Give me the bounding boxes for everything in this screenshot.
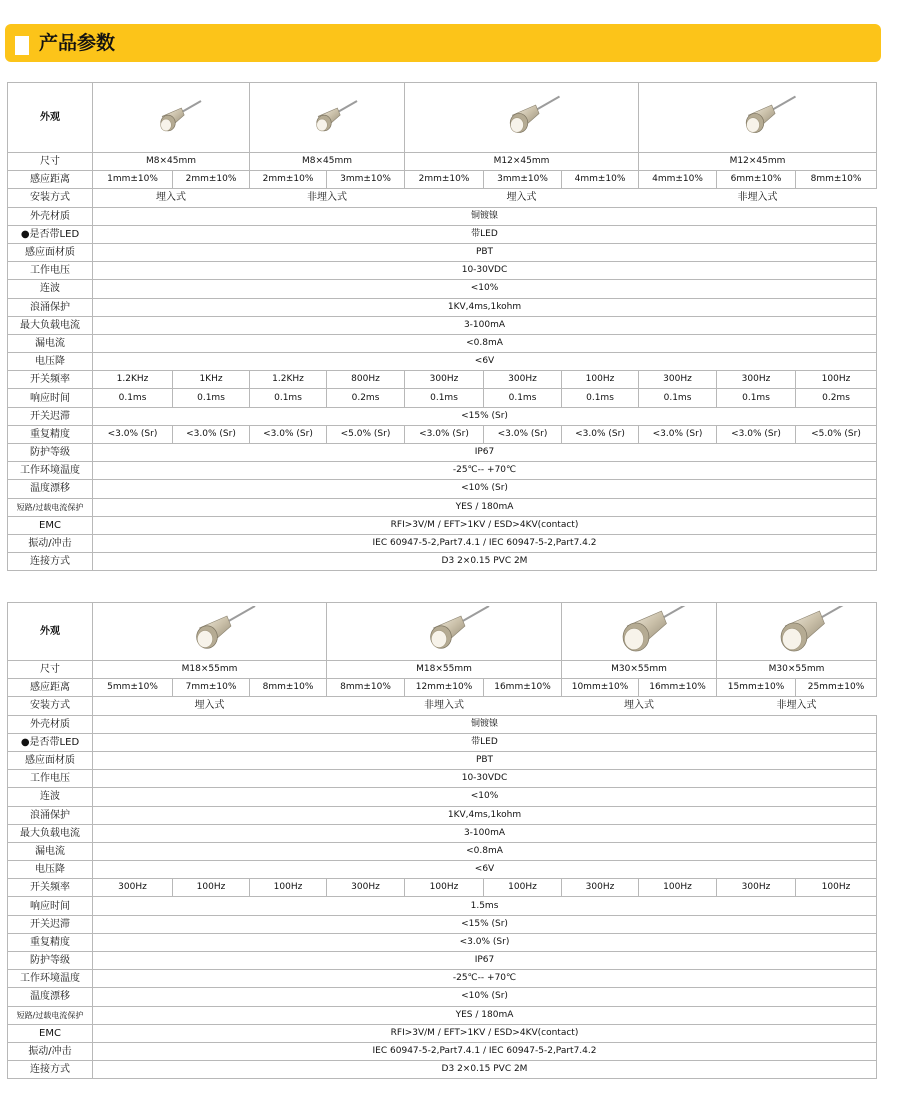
spec-value: 1KV,4ms,1kohm — [93, 298, 877, 316]
spec-label: 短路/过载电流保护 — [8, 498, 93, 516]
table-row — [8, 516, 877, 534]
appearance-label: 外观 — [8, 83, 93, 153]
table-row — [8, 751, 877, 769]
table-row — [8, 1006, 877, 1024]
frequency-value: 100Hz — [173, 879, 250, 897]
size-value: M30×55mm — [717, 661, 877, 679]
spec-value: <10% — [93, 788, 877, 806]
distance-value: 8mm±10% — [327, 679, 405, 697]
appearance-label: 外观 — [8, 603, 93, 661]
spec-label: 感应面材质 — [8, 751, 93, 769]
spec-label: 短路/过载电流保护 — [8, 1006, 93, 1024]
spec-value: -25℃-- +70℃ — [93, 970, 877, 988]
frequency-value: 100Hz — [796, 371, 877, 389]
spec-value: 3-100mA — [93, 824, 877, 842]
product-image — [562, 603, 717, 661]
spec-label: 浪涌保护 — [8, 806, 93, 824]
distance-value: 1mm±10% — [93, 171, 173, 189]
table-row — [8, 603, 877, 661]
response-value: 0.1ms — [173, 389, 250, 407]
table-row — [8, 733, 877, 751]
response-value: 0.1ms — [484, 389, 562, 407]
spec-value: RFI>3V/M / EFT>1KV / ESD>4KV(contact) — [93, 1024, 877, 1042]
spec-value: <0.8mA — [93, 334, 877, 352]
table-row — [8, 697, 877, 715]
spec-value: IEC 60947-5-2,Part7.4.1 / IEC 60947-5-2,Part7.4.2 — [93, 534, 877, 552]
spec-label: 重复精度 — [8, 933, 93, 951]
spec-label: 工作电压 — [8, 770, 93, 788]
table-row — [8, 553, 877, 571]
table-row — [8, 842, 877, 860]
spec-value: 带LED — [93, 733, 877, 751]
product-image — [93, 83, 250, 153]
spec-value: 1.5ms — [93, 897, 877, 915]
distance-value: 25mm±10% — [796, 679, 877, 697]
repeat-value: <3.0% (Sr) — [250, 425, 327, 443]
table-row — [8, 389, 877, 407]
repeat-value: <5.0% (Sr) — [327, 425, 405, 443]
distance-value: 2mm±10% — [250, 171, 327, 189]
frequency-value: 300Hz — [405, 371, 484, 389]
distance-value: 3mm±10% — [484, 171, 562, 189]
spec-value: PBT — [93, 243, 877, 261]
spec-label: ●是否带LED — [8, 225, 93, 243]
spec-value: 带LED — [93, 225, 877, 243]
spec-label: 漏电流 — [8, 334, 93, 352]
spec-value: <6V — [93, 861, 877, 879]
frequency-value: 300Hz — [717, 371, 796, 389]
spec-label: 开关迟滞 — [8, 915, 93, 933]
spec-value: IP67 — [93, 952, 877, 970]
table-row — [8, 171, 877, 189]
size-value: M30×55mm — [562, 661, 717, 679]
table-row — [8, 243, 877, 261]
M30-flush-sensor-icon — [579, 606, 699, 658]
size-label: 尺寸 — [8, 661, 93, 679]
spec-label: EMC — [8, 1024, 93, 1042]
repeat-value: <3.0% (Sr) — [562, 425, 639, 443]
response-value: 0.2ms — [796, 389, 877, 407]
spec-label: 漏电流 — [8, 842, 93, 860]
size-value: M8×45mm — [93, 153, 250, 171]
spec-value: 1KV,4ms,1kohm — [93, 806, 877, 824]
spec-label: 振动/冲击 — [8, 1042, 93, 1060]
header-marker — [15, 36, 29, 55]
response-value: 0.1ms — [405, 389, 484, 407]
table-row — [8, 1061, 877, 1079]
spec-label: 工作环境温度 — [8, 970, 93, 988]
table-row — [8, 298, 877, 316]
distance-value: 6mm±10% — [717, 171, 796, 189]
table-row — [8, 897, 877, 915]
spec-value: <10% (Sr) — [93, 988, 877, 1006]
M18-nonflush-sensor-icon — [384, 606, 504, 658]
table-row — [8, 970, 877, 988]
table-row — [8, 661, 877, 679]
product-image — [93, 603, 327, 661]
install-value: 埋入式 — [93, 189, 250, 207]
response-value: 0.2ms — [327, 389, 405, 407]
M8-flush-sensor-icon — [111, 86, 231, 150]
repeat-value: <3.0% (Sr) — [173, 425, 250, 443]
M12-nonflush-sensor-icon — [698, 86, 818, 150]
install-value: 非埋入式 — [250, 189, 405, 207]
table-row — [8, 371, 877, 389]
frequency-label: 开关频率 — [8, 371, 93, 389]
table-row — [8, 462, 877, 480]
response-value: 0.1ms — [93, 389, 173, 407]
frequency-value: 1KHz — [173, 371, 250, 389]
spec-label: 连接方式 — [8, 1061, 93, 1079]
table-row — [8, 534, 877, 552]
distance-label: 感应距离 — [8, 679, 93, 697]
size-label: 尺寸 — [8, 153, 93, 171]
spec-value: RFI>3V/M / EFT>1KV / ESD>4KV(contact) — [93, 516, 877, 534]
product-image — [717, 603, 877, 661]
spec-value: -25℃-- +70℃ — [93, 462, 877, 480]
table-row — [8, 189, 877, 207]
spec-label: 工作环境温度 — [8, 462, 93, 480]
table-row — [8, 353, 877, 371]
frequency-value: 100Hz — [484, 879, 562, 897]
spec-value: 10-30VDC — [93, 262, 877, 280]
product-image — [250, 83, 405, 153]
repeat-value: <3.0% (Sr) — [405, 425, 484, 443]
spec-label: 振动/冲击 — [8, 534, 93, 552]
frequency-label: 开关频率 — [8, 879, 93, 897]
install-value: 非埋入式 — [639, 189, 877, 207]
M18-flush-sensor-icon — [150, 606, 270, 658]
spec-value: <6V — [93, 353, 877, 371]
table-row — [8, 915, 877, 933]
response-label: 响应时间 — [8, 389, 93, 407]
size-value: M12×45mm — [405, 153, 639, 171]
frequency-value: 300Hz — [327, 879, 405, 897]
table-row — [8, 952, 877, 970]
spec-value: <3.0% (Sr) — [93, 933, 877, 951]
spec-value: <0.8mA — [93, 842, 877, 860]
table-row — [8, 806, 877, 824]
table-row — [8, 770, 877, 788]
spec-value: IEC 60947-5-2,Part7.4.1 / IEC 60947-5-2,Part7.4.2 — [93, 1042, 877, 1060]
install-value: 埋入式 — [405, 189, 639, 207]
frequency-value: 800Hz — [327, 371, 405, 389]
spec-label: 连接方式 — [8, 553, 93, 571]
M8-nonflush-sensor-icon — [267, 86, 387, 150]
table-row — [8, 1042, 877, 1060]
table-row — [8, 262, 877, 280]
repeat-value: <3.0% (Sr) — [93, 425, 173, 443]
spec-label: 连波 — [8, 280, 93, 298]
table-row — [8, 225, 877, 243]
spec-label: 温度漂移 — [8, 480, 93, 498]
spec-label: 外壳材质 — [8, 715, 93, 733]
spec-value: <10% — [93, 280, 877, 298]
spec-label: 响应时间 — [8, 897, 93, 915]
spec-value: 10-30VDC — [93, 770, 877, 788]
table-row — [8, 207, 877, 225]
install-label: 安装方式 — [8, 189, 93, 207]
distance-value: 7mm±10% — [173, 679, 250, 697]
section-title: 产品参数 — [39, 32, 116, 54]
distance-value: 3mm±10% — [327, 171, 405, 189]
table-row — [8, 933, 877, 951]
frequency-value: 100Hz — [796, 879, 877, 897]
response-value: 0.1ms — [250, 389, 327, 407]
frequency-value: 300Hz — [93, 879, 173, 897]
table-row — [8, 498, 877, 516]
distance-value: 16mm±10% — [639, 679, 717, 697]
table-row — [8, 480, 877, 498]
size-value: M8×45mm — [250, 153, 405, 171]
spec-label: 防护等级 — [8, 444, 93, 462]
spec-label: 感应面材质 — [8, 243, 93, 261]
frequency-value: 100Hz — [562, 371, 639, 389]
distance-value: 2mm±10% — [173, 171, 250, 189]
table-row — [8, 316, 877, 334]
table-row — [8, 334, 877, 352]
spec-label: 电压降 — [8, 861, 93, 879]
product-image — [639, 83, 877, 153]
distance-value: 16mm±10% — [484, 679, 562, 697]
spec-value: IP67 — [93, 444, 877, 462]
table-row — [8, 879, 877, 897]
install-value: 埋入式 — [562, 697, 717, 715]
install-value: 埋入式 — [93, 697, 327, 715]
table-row — [8, 824, 877, 842]
spec-value: <15% (Sr) — [93, 915, 877, 933]
spec-value: YES / 180mA — [93, 1006, 877, 1024]
spec-label: 工作电压 — [8, 262, 93, 280]
frequency-value: 100Hz — [639, 879, 717, 897]
spec-value: 铜镀镍 — [93, 207, 877, 225]
distance-value: 12mm±10% — [405, 679, 484, 697]
frequency-value: 100Hz — [250, 879, 327, 897]
spec-label: 浪涌保护 — [8, 298, 93, 316]
table-row — [8, 425, 877, 443]
table-row — [8, 280, 877, 298]
distance-value: 8mm±10% — [796, 171, 877, 189]
install-label: 安装方式 — [8, 697, 93, 715]
spec-value: PBT — [93, 751, 877, 769]
table-row — [8, 407, 877, 425]
hysteresis-label: 开关迟滞 — [8, 407, 93, 425]
spec-value: YES / 180mA — [93, 498, 877, 516]
install-value: 非埋入式 — [327, 697, 562, 715]
spec-label: EMC — [8, 516, 93, 534]
frequency-value: 300Hz — [717, 879, 796, 897]
distance-value: 5mm±10% — [93, 679, 173, 697]
size-value: M12×45mm — [639, 153, 877, 171]
table-row — [8, 861, 877, 879]
table-row — [8, 83, 877, 153]
spec-value: 3-100mA — [93, 316, 877, 334]
spec-label: 最大负载电流 — [8, 316, 93, 334]
response-value: 0.1ms — [717, 389, 796, 407]
frequency-value: 300Hz — [562, 879, 639, 897]
distance-value: 8mm±10% — [250, 679, 327, 697]
spec-value: <10% (Sr) — [93, 480, 877, 498]
spec-table-small — [7, 82, 877, 571]
frequency-value: 1.2KHz — [93, 371, 173, 389]
spec-label: 外壳材质 — [8, 207, 93, 225]
spec-label: 最大负载电流 — [8, 824, 93, 842]
table-row — [8, 715, 877, 733]
table-row — [8, 444, 877, 462]
table-row — [8, 988, 877, 1006]
hysteresis-value: <15% (Sr) — [93, 407, 877, 425]
distance-value: 10mm±10% — [562, 679, 639, 697]
spec-label: 温度漂移 — [8, 988, 93, 1006]
distance-value: 4mm±10% — [562, 171, 639, 189]
frequency-value: 300Hz — [484, 371, 562, 389]
M12-flush-sensor-icon — [462, 86, 582, 150]
table-row — [8, 788, 877, 806]
repeat-value: <5.0% (Sr) — [796, 425, 877, 443]
M30-nonflush-sensor-icon — [737, 606, 857, 658]
spec-label: 连波 — [8, 788, 93, 806]
install-value: 非埋入式 — [717, 697, 877, 715]
distance-value: 4mm±10% — [639, 171, 717, 189]
size-value: M18×55mm — [93, 661, 327, 679]
section-header — [5, 24, 881, 62]
size-value: M18×55mm — [327, 661, 562, 679]
distance-label: 感应距离 — [8, 171, 93, 189]
distance-value: 2mm±10% — [405, 171, 484, 189]
repeat-value: <3.0% (Sr) — [717, 425, 796, 443]
spec-label: 电压降 — [8, 353, 93, 371]
spec-value: 铜镀镍 — [93, 715, 877, 733]
frequency-value: 100Hz — [405, 879, 484, 897]
product-image — [405, 83, 639, 153]
table-row — [8, 153, 877, 171]
spec-table-large — [7, 602, 877, 1079]
distance-value: 15mm±10% — [717, 679, 796, 697]
frequency-value: 300Hz — [639, 371, 717, 389]
product-image — [327, 603, 562, 661]
spec-value: D3 2×0.15 PVC 2M — [93, 553, 877, 571]
table-row — [8, 1024, 877, 1042]
spec-label: 防护等级 — [8, 952, 93, 970]
response-value: 0.1ms — [562, 389, 639, 407]
spec-value: D3 2×0.15 PVC 2M — [93, 1061, 877, 1079]
repeat-value: <3.0% (Sr) — [639, 425, 717, 443]
spec-label: ●是否带LED — [8, 733, 93, 751]
frequency-value: 1.2KHz — [250, 371, 327, 389]
repeat-value: <3.0% (Sr) — [484, 425, 562, 443]
table-row — [8, 679, 877, 697]
response-value: 0.1ms — [639, 389, 717, 407]
repeat-label: 重复精度 — [8, 425, 93, 443]
